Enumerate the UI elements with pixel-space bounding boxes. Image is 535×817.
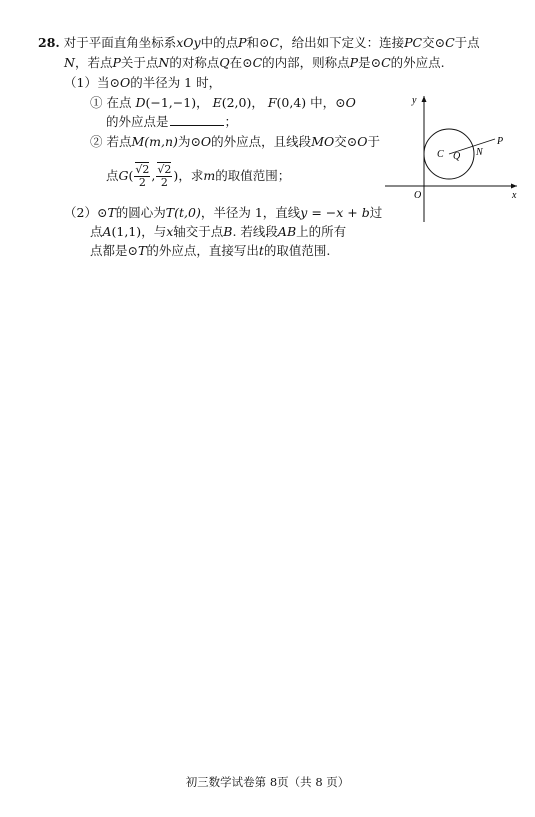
text: 的内部，则称点 [262, 55, 350, 70]
text: 的外应点，直接写出 [146, 243, 259, 258]
var: N [64, 55, 75, 70]
var: B [223, 224, 233, 239]
sqrt: √2 [135, 163, 150, 176]
part1-sub1-line2 [106, 113, 237, 131]
coordinate-diagram [383, 92, 523, 227]
text: ，若点 [74, 55, 113, 70]
text: ，给出如下定义：连接 [279, 35, 405, 50]
part1-sub2-line1 [90, 133, 380, 151]
text: 的圆心为 [115, 205, 166, 220]
text: ，求 [178, 168, 204, 183]
text: 点都是⊙ [90, 243, 138, 258]
var: T [137, 243, 147, 258]
Q-label: Q [453, 151, 461, 162]
var: P [112, 55, 121, 70]
text: ； [224, 114, 238, 129]
fraction [156, 164, 172, 189]
text: （1）当⊙ [64, 75, 120, 90]
equation: y = −x + b [300, 205, 370, 220]
N-label: N [476, 147, 483, 158]
coord: (2,0) [221, 95, 252, 110]
text: （2）⊙ [64, 205, 108, 220]
var: C [381, 55, 391, 70]
coord: (1,1) [111, 224, 142, 239]
coord: (0,4) [276, 95, 307, 110]
x-label: x [512, 190, 517, 201]
text: 关于点 [120, 55, 159, 70]
var: T [107, 205, 116, 220]
var: AB [277, 224, 297, 239]
y-label: y [412, 95, 417, 106]
y-axis-arrow [422, 96, 427, 102]
text: 的外应点是 [106, 114, 169, 129]
var: P [349, 55, 359, 70]
text: 的半径为 1 时， [130, 75, 222, 90]
var: m [203, 168, 216, 183]
part2-line1 [64, 204, 382, 222]
var: Q [219, 55, 230, 70]
text: 对于平面直角坐标系 [63, 35, 177, 50]
var: O [345, 95, 356, 110]
C-label: C [437, 149, 444, 160]
denominator: 2 [138, 176, 146, 189]
fraction [134, 164, 150, 189]
var: F [267, 95, 277, 110]
text: ① 在点 [90, 95, 132, 110]
part2-line3 [90, 242, 330, 260]
var: PC [404, 35, 423, 50]
denominator: 2 [160, 176, 168, 189]
origin-label: O [414, 190, 422, 201]
text: 中，⊙ [310, 95, 346, 110]
text: ， [251, 95, 264, 110]
var: C [445, 35, 455, 50]
text: ，与 [141, 224, 167, 239]
text: 于点 [454, 35, 480, 50]
var: (m,n) [144, 134, 178, 149]
P-label: P [497, 136, 504, 147]
text: ， [196, 95, 209, 110]
var: C [252, 55, 263, 70]
question-line-2 [64, 54, 445, 72]
var: D [135, 95, 146, 110]
text: 的取值范围； [215, 168, 291, 183]
sqrt: √2 [157, 163, 172, 176]
question-line-1 [38, 34, 480, 52]
text: 点 [90, 224, 103, 239]
part1-sub1-line1 [90, 94, 356, 112]
text: 的外应点，且线段 [211, 134, 312, 149]
text: 轴交于点 [173, 224, 224, 239]
var: T [165, 205, 175, 220]
text: ，半径为 1，直线 [200, 205, 301, 220]
answer-blank[interactable] [170, 113, 224, 126]
text: 交⊙ [334, 134, 358, 149]
text: 点 [106, 168, 119, 183]
var: N [158, 55, 170, 70]
text: 交⊙ [422, 35, 446, 50]
text: 的对称点 [169, 55, 220, 70]
text: 的外应点. [390, 55, 445, 70]
var: O [200, 134, 212, 149]
text: 为⊙ [177, 134, 201, 149]
coord: (t,0) [174, 205, 201, 220]
var: E [212, 95, 222, 110]
text: 的取值范围. [263, 243, 331, 258]
part2-line2 [90, 223, 346, 241]
text: 过 [369, 205, 383, 220]
var: M [131, 134, 145, 149]
var: A [102, 224, 112, 239]
text: 于 [367, 134, 380, 149]
var: MO [311, 134, 335, 149]
text: 和⊙ [246, 35, 270, 50]
var: xOy [176, 35, 201, 50]
text: ② 若点 [90, 134, 132, 149]
var: O [119, 75, 131, 90]
var: G [118, 168, 129, 183]
text: 是⊙ [358, 55, 382, 70]
text: 上的所有 [296, 224, 347, 239]
part1-sub2-line2: 点G( $\frac{√2}{2}$ , $\frac{√2}{2}$ )，求m的取值范围； [106, 163, 291, 189]
text: 在⊙ [229, 55, 253, 70]
coord: (−1,−1) [145, 95, 197, 110]
var: O [357, 134, 368, 149]
var: C [269, 35, 280, 50]
var: x [166, 224, 174, 239]
text: 中的点 [200, 35, 239, 50]
question-number: 28. [38, 35, 60, 50]
var: t [258, 243, 264, 258]
text: . 若线段 [232, 224, 278, 239]
x-axis-arrow [511, 184, 517, 189]
part1-heading [64, 74, 221, 92]
var: P [238, 35, 247, 50]
page-footer: 初三数学试卷第 8页（共 8 页） [185, 775, 350, 789]
